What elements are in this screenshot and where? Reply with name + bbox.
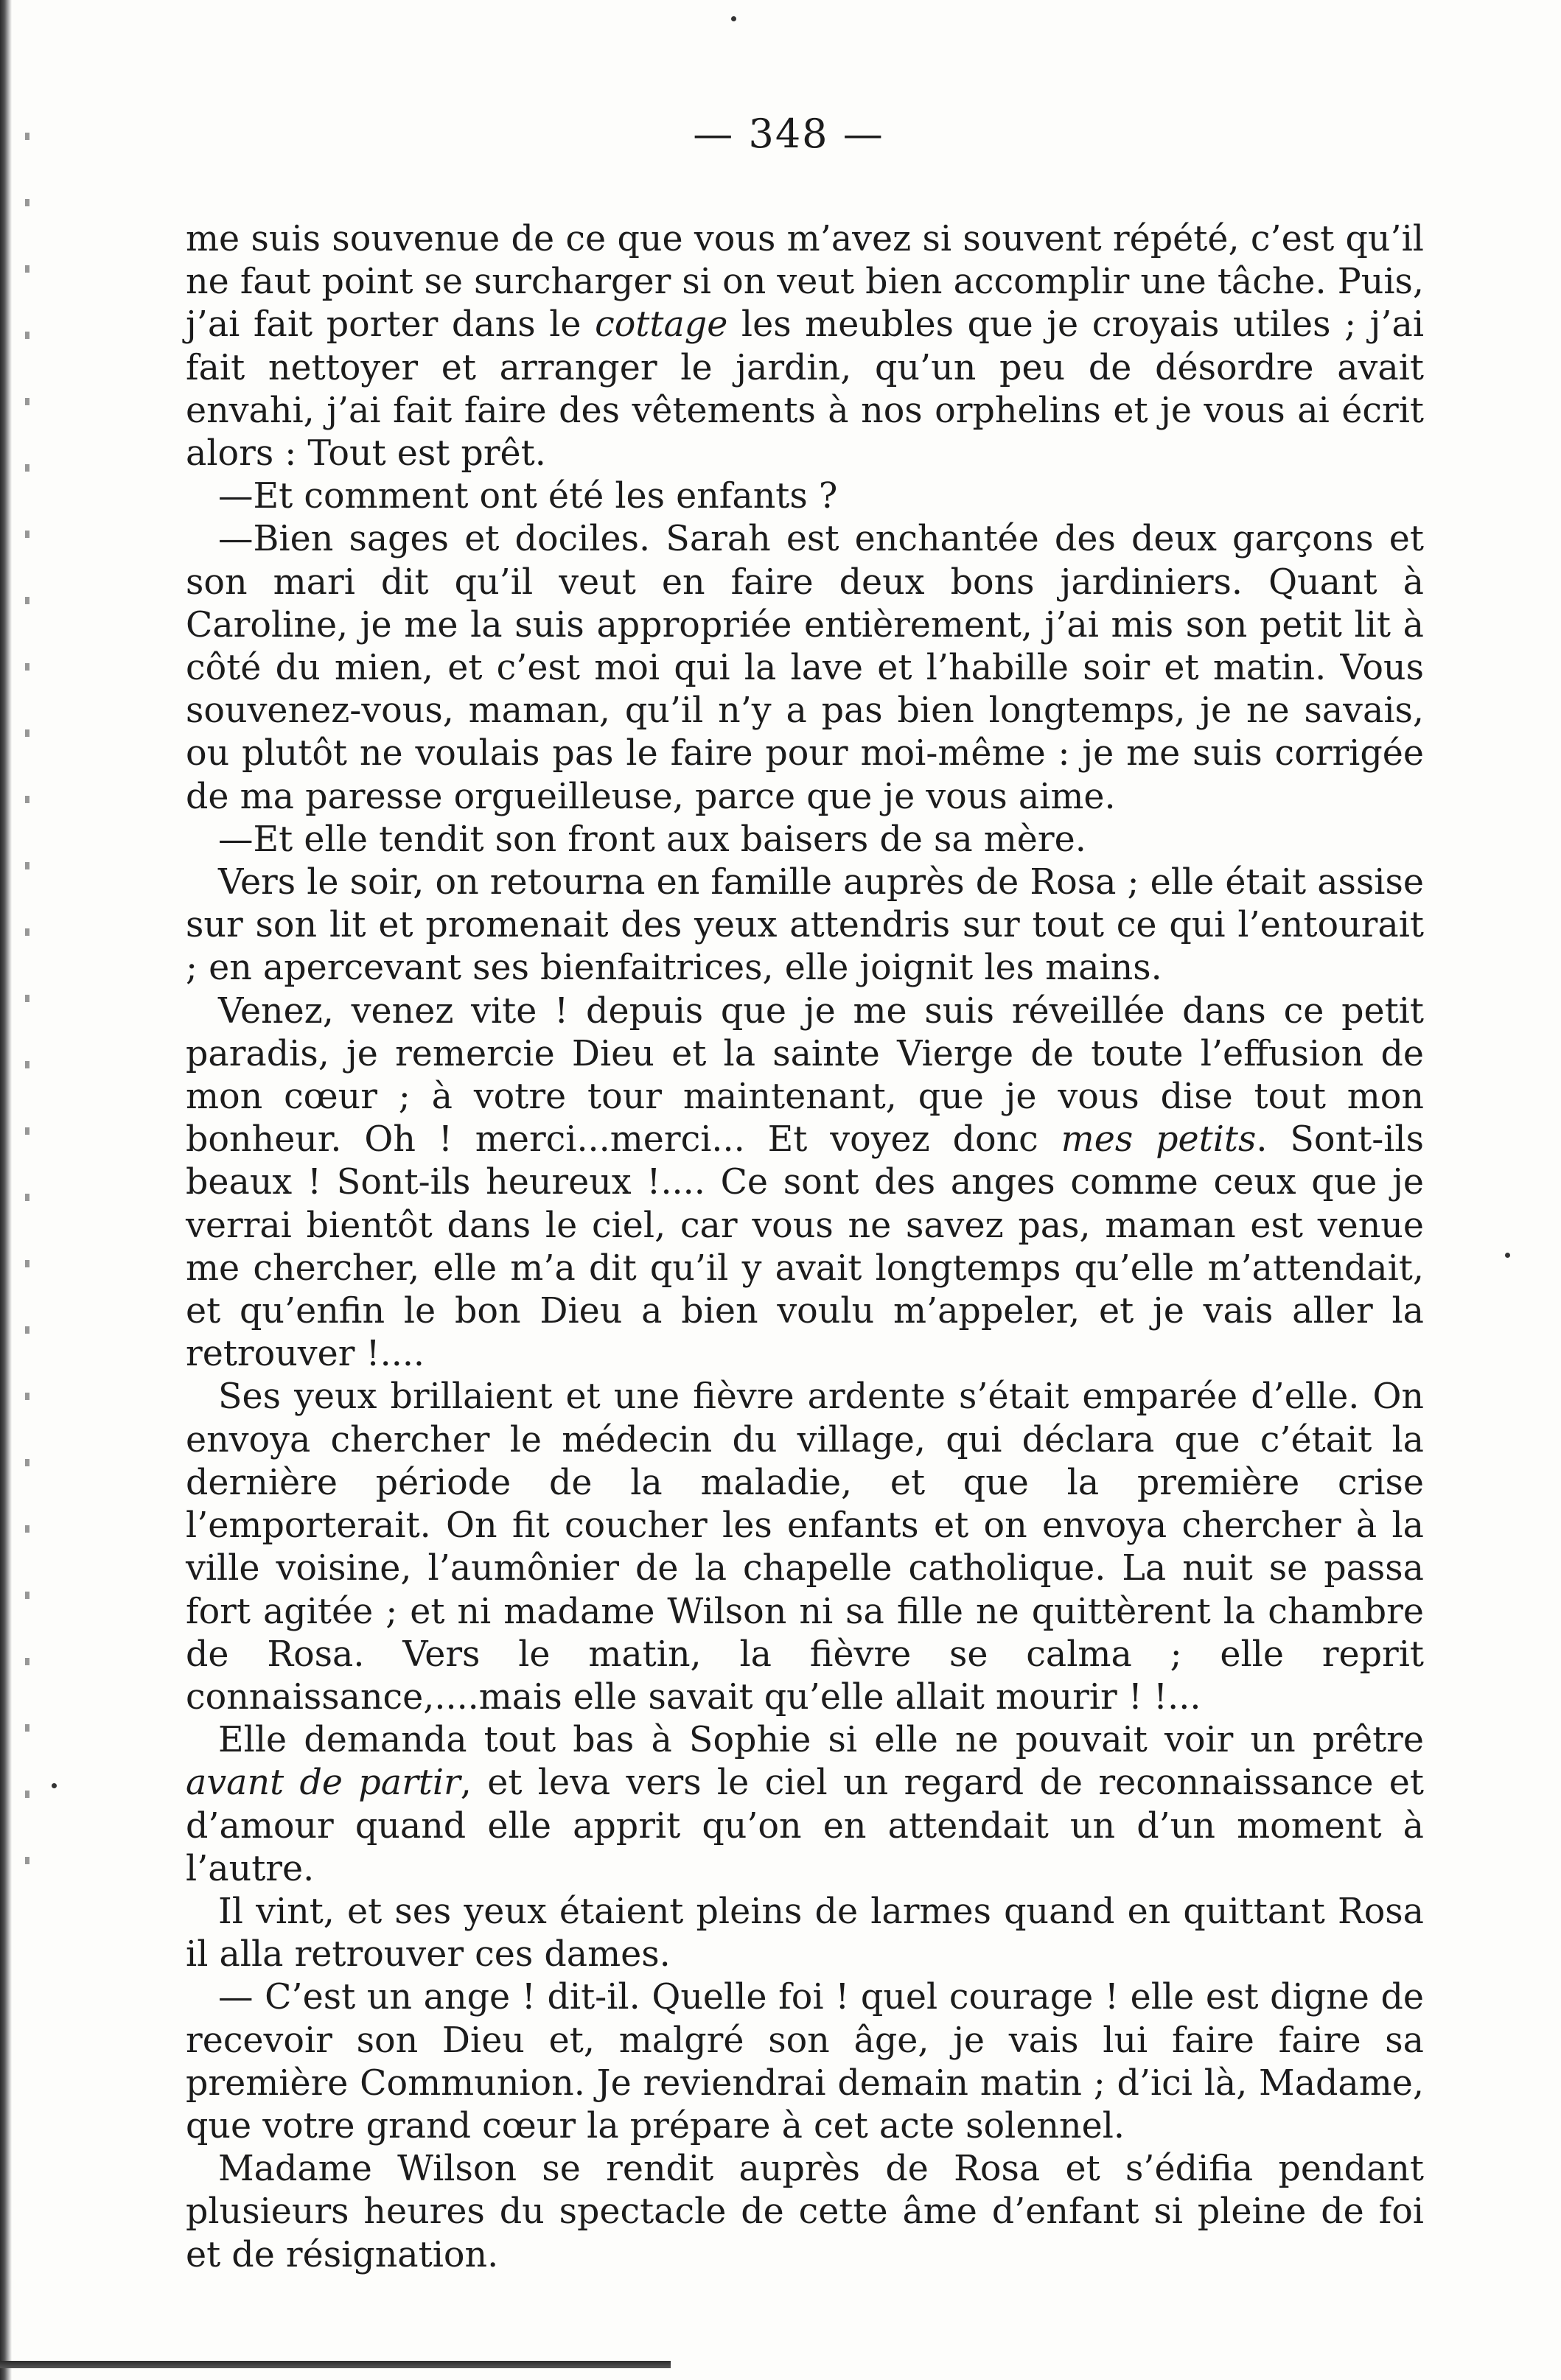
bottom-rule <box>0 2361 671 2368</box>
italic-text: mes petits <box>1061 1119 1257 1161</box>
italic-text: avant de partir <box>186 1763 461 1804</box>
paragraph <box>186 2148 1424 2277</box>
paragraph <box>186 218 1424 475</box>
binding-marks <box>25 133 29 1901</box>
page-number: — 348 — <box>693 111 884 157</box>
text-run: me suis souvenue de ce que vous m’avez si souvent répété, c’est qu’il ne faut point se surcharger si on veut bien accomplir une tâche. Puis, j’ai fait porter dans le <box>186 219 1424 346</box>
text-run: — C’est un ange ! dit-il. Quelle foi ! quel courage ! elle est digne de recevoir son Dieu et, malgré son âge, je vais lui faire faire sa première Communion. Je reviendrai demain matin ; d’ici là, Madame, que votre grand cœur la prépare à cet acte solennel. <box>186 1977 1424 2146</box>
paragraph <box>186 1376 1424 1719</box>
print-speck <box>1505 1253 1510 1258</box>
paragraph <box>186 1976 1424 2148</box>
text-run: Madame Wilson se rendit auprès de Rosa et s’édifia pendant plusieurs heures du spectacle de cette âme d’enfant si pleine de foi et de résignation. <box>186 2149 1424 2275</box>
binding-edge <box>0 0 12 2380</box>
text-run: les meubles que je croyais utiles ; j’ai fait nettoyer et arranger le jardin, qu’un peu de désordre avait envahi, j’ai fait faire des vêtements à nos orphelins et je vous ai écrit alors : Tout est prêt. <box>186 304 1425 475</box>
text-run: —Bien sages et dociles. Sarah est enchantée des deux garçons et son mari dit qu’il veut en faire deux bons jardiniers. Quant à Caroline, je me la suis appropriée entièrement, j’ai mis son petit lit à côté du mien, et c’est moi qui la lave et l’habille soir et matin. Vous souvenez-vous, maman, qu’il n’y a pas bien longtemps, je ne savais, ou plutôt ne voulais pas le faire pour moi-même : je me suis corrigée de ma paresse orgueilleuse, parce que je vous aime. <box>186 519 1424 817</box>
text-run: —Et comment ont été les enfants ? <box>218 476 838 517</box>
text-run: Vers le soir, on retourna en famille auprès de Rosa ; elle était assise sur son lit et promenait des yeux attendris sur tout ce qui l’entourait ; en apercevant ses bienfaitrices, elle joignit les mains. <box>186 862 1424 989</box>
text-run: . Sont-ils beaux ! Sont-ils heureux !.... Ce sont des anges comme ceux que je verrai bientôt dans le ciel, car vous ne savez pas, maman est venue me chercher, elle m’a dit qu’il y avait longtemps qu’elle m’attendait, et qu’enfin le bon Dieu a bien voulu m’appeler, et je vais aller la retrouver !.... <box>186 1119 1425 1375</box>
text-run: Elle demanda tout bas à Sophie si elle ne pouvait voir un prêtre <box>218 1720 1424 1761</box>
paragraph <box>186 1719 1424 1891</box>
paragraph <box>186 990 1424 1376</box>
text-run: , et leva vers le ciel un regard de reconnaissance et d’amour quand elle apprit qu’on en attendait un d’un moment à l’autre. <box>186 1763 1425 1889</box>
print-speck <box>52 1783 57 1788</box>
paragraph <box>186 861 1424 990</box>
print-speck <box>731 16 736 21</box>
italic-text: cottage <box>595 304 728 346</box>
paragraph <box>186 1891 1424 1976</box>
body-text <box>186 218 1424 2277</box>
text-run: Ses yeux brillaient et une fièvre ardente s’était emparée d’elle. On envoya chercher le médecin du village, qui déclara que c’était la dernière période de la maladie, et que la première crise l’emporterait. On fit coucher les enfants et on envoya chercher à la ville voisine, l’aumônier de la chapelle catholique. La nuit se passa fort agitée ; et ni madame Wilson ni sa fille ne quittèrent la chambre de Rosa. Vers le matin, la fièvre se calma ; elle reprit connaissance,....mais elle savait qu’elle allait mourir ! !... <box>186 1376 1424 1718</box>
text-run: Il vint, et ses yeux étaient pleins de larmes quand en quittant Rosa il alla retrouver ces dames. <box>186 1891 1424 1975</box>
paragraph <box>186 518 1424 818</box>
paragraph <box>186 819 1424 861</box>
paragraph <box>186 475 1424 518</box>
text-run: —Et elle tendit son front aux baisers de sa mère. <box>218 819 1086 860</box>
text-run: Venez, venez vite ! depuis que je me suis réveillée dans ce petit paradis, je remercie Dieu et la sainte Vierge de toute l’effusion de mon cœur ; à votre tour maintenant, que je vous dise tout mon bonheur. Oh ! merci...merci... Et voyez donc <box>186 990 1424 1161</box>
